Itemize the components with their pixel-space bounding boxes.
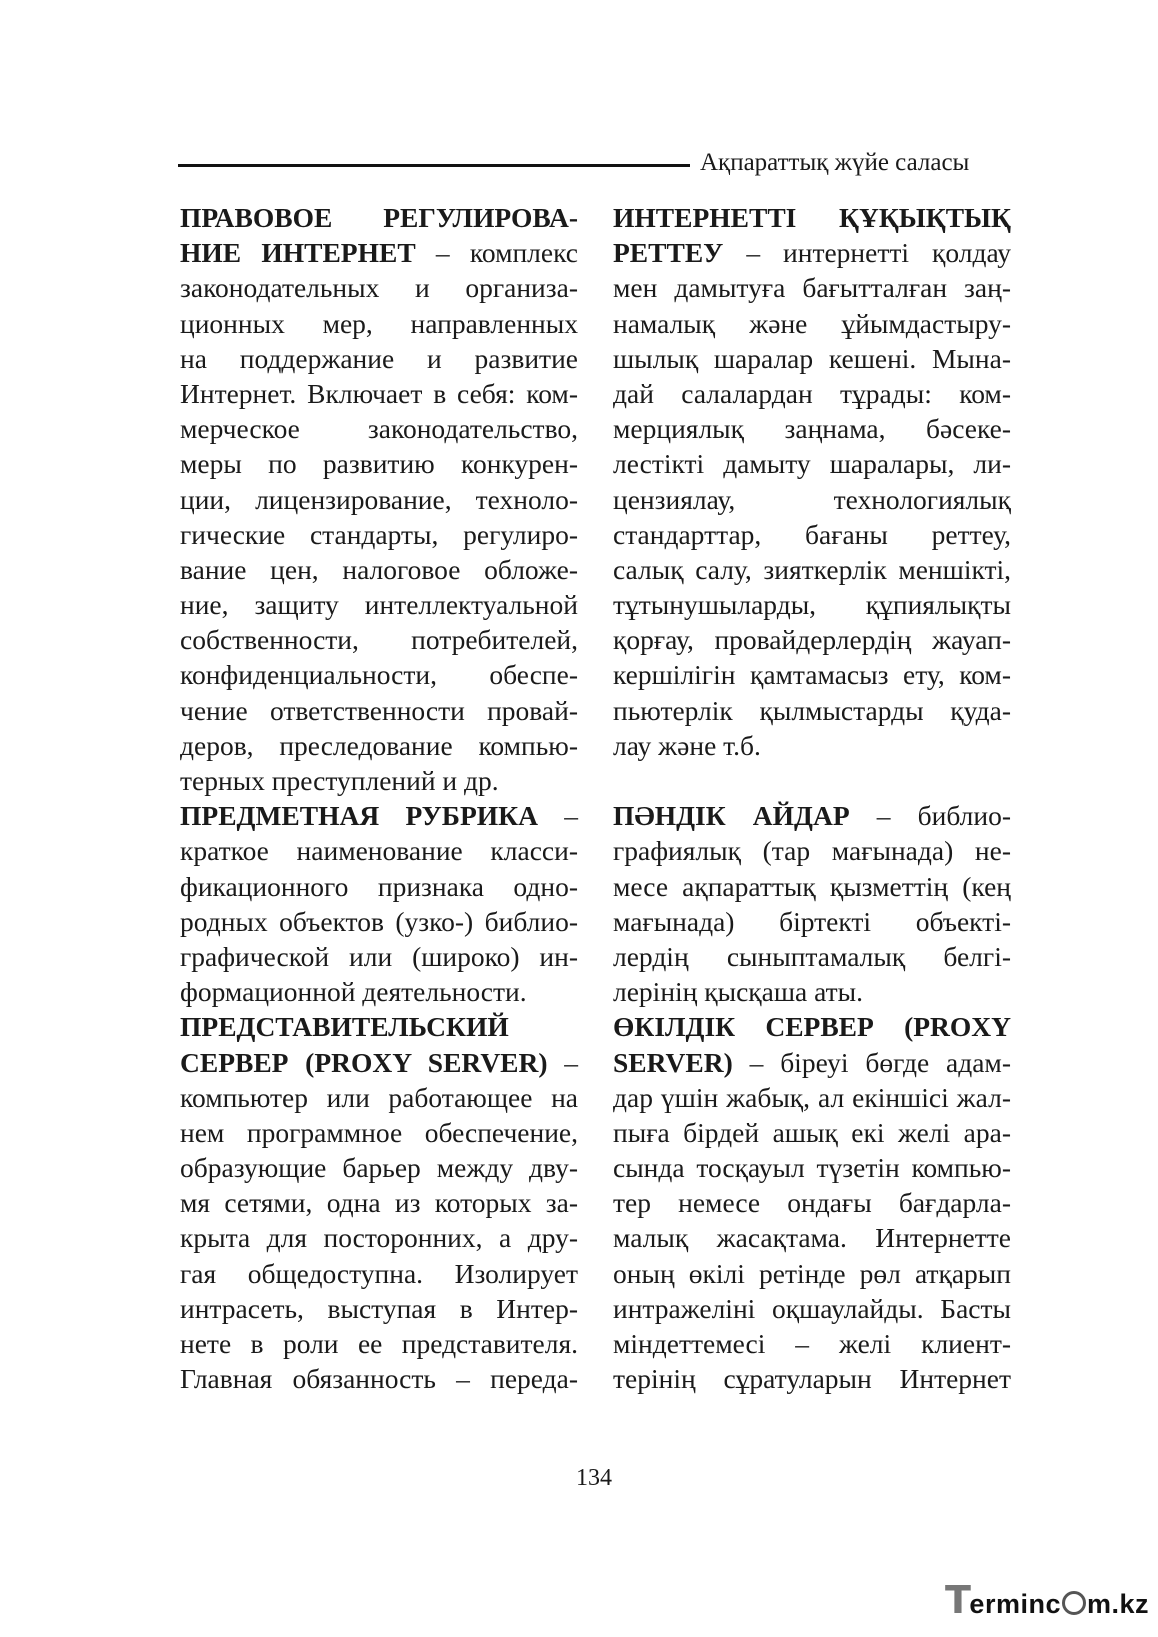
- running-header: Ақпараттық жүйе саласы: [700, 149, 970, 176]
- definition-text: лау және т.б.: [613, 729, 761, 761]
- definition-text: Главная обязанность – переда-: [180, 1363, 578, 1395]
- definition-text: лерінің қысқаша аты.: [613, 976, 863, 1008]
- left-text-line: [180, 798, 578, 833]
- left-text-line: [180, 270, 578, 305]
- logo-text-part2: m.kz: [1086, 1589, 1149, 1619]
- definition-text: гические стандарты, регулиро-: [180, 518, 578, 550]
- left-text-line: [180, 833, 578, 868]
- right-blank-line: [613, 763, 1011, 798]
- definition-text: терінің сұратуларын Интернет: [613, 1363, 1011, 1395]
- left-text-line: [180, 1220, 578, 1255]
- right-text-line: [613, 235, 1011, 270]
- definition-text: –: [537, 800, 579, 832]
- definition-text: тұтынушыларды, құпиялықты: [613, 589, 1011, 621]
- left-text-line: [180, 200, 578, 235]
- left-text-line: [180, 693, 578, 728]
- definition-text: графиялық (тар мағынада) не-: [613, 835, 1011, 867]
- left-text-line: [180, 869, 578, 904]
- right-text-line: [613, 869, 1011, 904]
- left-text-line: [180, 1115, 578, 1150]
- definition-text: месе ақпараттық қызметтің (кең: [613, 870, 1011, 902]
- definition-text: –: [547, 1046, 578, 1078]
- right-text-line: [613, 411, 1011, 446]
- right-text-line: [613, 974, 1011, 1009]
- left-text-line: [180, 1080, 578, 1115]
- right-text-line: [613, 200, 1011, 235]
- left-text-line: [180, 1291, 578, 1326]
- definition-text: оның өкілі ретінде рөл атқарып: [613, 1257, 1011, 1289]
- logo-ring-icon: [1062, 1591, 1086, 1615]
- right-text-line: [613, 482, 1011, 517]
- definition-text: компьютер или работающее на: [180, 1081, 578, 1113]
- definition-text: – библио-: [849, 800, 1011, 832]
- term-heading: ПРАВОВОЕ РЕГУЛИРОВА-: [180, 202, 578, 233]
- right-text-line: [613, 833, 1011, 868]
- definition-text: образующие барьер между дву-: [180, 1152, 578, 1184]
- definition-text: салық салу, зияткерлік меншікті,: [613, 553, 1011, 585]
- definition-text: крыта для посторонних, а дру-: [180, 1222, 578, 1254]
- definition-text: мағынада) біртекті объекті-: [613, 905, 1011, 937]
- left-text-line: [180, 306, 578, 341]
- definition-text: кершілігін қамтамасыз ету, ком-: [613, 659, 1011, 691]
- right-text-line: [613, 1115, 1011, 1150]
- left-text-line: [180, 728, 578, 763]
- definition-text: терных преступлений и др.: [180, 765, 499, 796]
- left-text-line: [180, 517, 578, 552]
- right-text-line: [613, 693, 1011, 728]
- definition-text: малық жасақтама. Интернетте: [613, 1222, 1011, 1254]
- definition-text: законодательных и организа-: [180, 272, 578, 304]
- definition-text: нете в роли ее представителя.: [180, 1328, 578, 1359]
- term-heading: ПРЕДСТАВИТЕЛЬСКИЙ: [180, 1011, 509, 1043]
- right-text-line: [613, 517, 1011, 552]
- right-text-line: [613, 1326, 1011, 1361]
- right-text-line: [613, 587, 1011, 622]
- terminology-logo: [945, 1578, 1149, 1622]
- definition-text: ние, защиту интеллектуальной: [180, 589, 578, 621]
- page-number: 134: [576, 1465, 612, 1491]
- definition-text: дар үшін жабық, ал екіншісі жал-: [613, 1081, 1011, 1113]
- definition-text: деров, преследование компью-: [180, 729, 578, 761]
- term-heading: ПРЕДМЕТНАЯ РУБРИКА: [180, 800, 538, 832]
- definition-text: конфиденциальности, обеспе-: [180, 659, 578, 691]
- definition-text: стандарттар, бағаны реттеу,: [613, 518, 1011, 550]
- left-text-line: [180, 235, 578, 270]
- left-text-line: [180, 763, 578, 798]
- right-text-line: [613, 552, 1011, 587]
- logo-letter-t: T: [945, 1578, 972, 1622]
- right-text-line: [613, 1009, 1011, 1044]
- header-rule: [178, 164, 690, 167]
- right-text-line: [613, 1150, 1011, 1185]
- right-text-line: [613, 270, 1011, 305]
- definition-text: лестікті дамыту шаралары, ли-: [613, 448, 1011, 480]
- definition-text: интрасеть, выступая в Интер-: [180, 1292, 578, 1324]
- definition-text: ции, лицензирование, техноло-: [180, 483, 578, 515]
- definition-text: тер немесе ондағы бағдарла-: [613, 1187, 1011, 1219]
- term-heading: ПӘНДІК АЙДАР: [613, 800, 850, 832]
- left-text-line: [180, 1150, 578, 1185]
- definition-text: – біреуі бөгде адам-: [732, 1046, 1011, 1078]
- right-column: [613, 200, 1011, 1396]
- definition-text: интражеліні оқшаулайды. Басты: [613, 1292, 1011, 1324]
- term-heading: ӨКІЛДІК СЕРВЕР (PROXY: [613, 1011, 1011, 1043]
- right-text-line: [613, 306, 1011, 341]
- definition-text: гая общедоступна. Изолирует: [180, 1257, 578, 1289]
- left-text-line: [180, 552, 578, 587]
- right-text-line: [613, 376, 1011, 411]
- right-text-line: [613, 1256, 1011, 1291]
- left-text-line: [180, 482, 578, 517]
- definition-text: шылық шаралар кешені. Мына-: [613, 342, 1011, 374]
- definition-text: қорғау, провайдерлердің жауап-: [613, 624, 1011, 656]
- left-text-line: [180, 622, 578, 657]
- right-text-line: [613, 1080, 1011, 1115]
- left-text-line: [180, 587, 578, 622]
- definition-text: пыға бірдей ашық екі желі ара-: [613, 1116, 1011, 1148]
- definition-text: дай салалардан тұрады: ком-: [613, 377, 1011, 409]
- left-text-line: [180, 1326, 578, 1361]
- left-text-line: [180, 446, 578, 481]
- definition-text: собственности, потребителей,: [180, 624, 578, 656]
- right-text-line: [613, 341, 1011, 376]
- definition-text: – комплекс: [415, 237, 578, 269]
- right-text-line: [613, 798, 1011, 833]
- right-text-line: [613, 728, 1011, 763]
- left-text-line: [180, 1185, 578, 1220]
- definition-text: фикационного признака одно-: [180, 870, 578, 902]
- definition-text: намалық және ұйымдастыру-: [613, 307, 1011, 339]
- definition-text: нем программное обеспечение,: [180, 1116, 578, 1148]
- definition-text: на поддержание и развитие: [180, 342, 578, 374]
- definition-text: чение ответственности провай-: [180, 694, 578, 726]
- right-text-line: [613, 939, 1011, 974]
- definition-text: родных объектов (узко-) библио-: [180, 905, 578, 937]
- right-text-line: [613, 1045, 1011, 1080]
- definition-text: мя сетями, одна из которых за-: [180, 1187, 578, 1219]
- right-text-line: [613, 657, 1011, 692]
- right-text-line: [613, 446, 1011, 481]
- left-text-line: [180, 1256, 578, 1291]
- definition-text: мен дамытуға бағытталған заң-: [613, 272, 1011, 304]
- right-text-line: [613, 904, 1011, 939]
- left-text-line: [180, 341, 578, 376]
- definition-text: формационной деятельности.: [180, 976, 527, 1008]
- right-text-line: [613, 1291, 1011, 1326]
- left-text-line: [180, 411, 578, 446]
- definition-text: сында тосқауыл түзетін компью-: [613, 1152, 1011, 1184]
- definition-text: мерческое законодательство,: [180, 413, 578, 445]
- definition-text: – интернетті қолдау: [723, 237, 1011, 269]
- left-text-line: [180, 1361, 578, 1396]
- term-heading: SERVER): [613, 1046, 733, 1078]
- left-text-line: [180, 1009, 578, 1044]
- right-text-line: [613, 1185, 1011, 1220]
- left-text-line: [180, 939, 578, 974]
- right-text-line: [613, 622, 1011, 657]
- right-text-line: [613, 1220, 1011, 1255]
- left-text-line: [180, 974, 578, 1009]
- definition-text: міндеттемесі – желі клиент-: [613, 1328, 1011, 1359]
- definition-text: меры по развитию конкурен-: [180, 448, 578, 480]
- left-text-line: [180, 904, 578, 939]
- definition-text: лердің сыныптамалық белгі-: [613, 940, 1011, 972]
- definition-text: вание цен, налоговое обложе-: [180, 553, 578, 585]
- definition-text: цензиялау, технологиялық: [613, 483, 1011, 515]
- left-text-line: [180, 1045, 578, 1080]
- definition-text: ционных мер, направленных: [180, 307, 578, 339]
- definition-text: краткое наименование класси-: [180, 835, 578, 867]
- term-heading: СЕРВЕР (PROXY SERVER): [180, 1046, 548, 1078]
- definition-text: Интернет. Включает в себя: ком-: [180, 377, 578, 409]
- right-text-line: [613, 1361, 1011, 1396]
- left-text-line: [180, 376, 578, 411]
- definition-text: графической или (широко) ин-: [180, 940, 578, 972]
- left-column: [180, 200, 578, 1396]
- term-heading: ИНТЕРНЕТТІ ҚҰҚЫҚТЫҚ: [613, 202, 1011, 233]
- term-heading: РЕТТЕУ: [613, 237, 724, 269]
- definition-text: пьютерлік қылмыстарды қуда-: [613, 694, 1011, 726]
- definition-text: мерциялық заңнама, бәсеке-: [613, 413, 1011, 445]
- left-text-line: [180, 657, 578, 692]
- logo-text-part1: erminc: [969, 1589, 1061, 1619]
- term-heading: НИЕ ИНТЕРНЕТ: [180, 237, 416, 269]
